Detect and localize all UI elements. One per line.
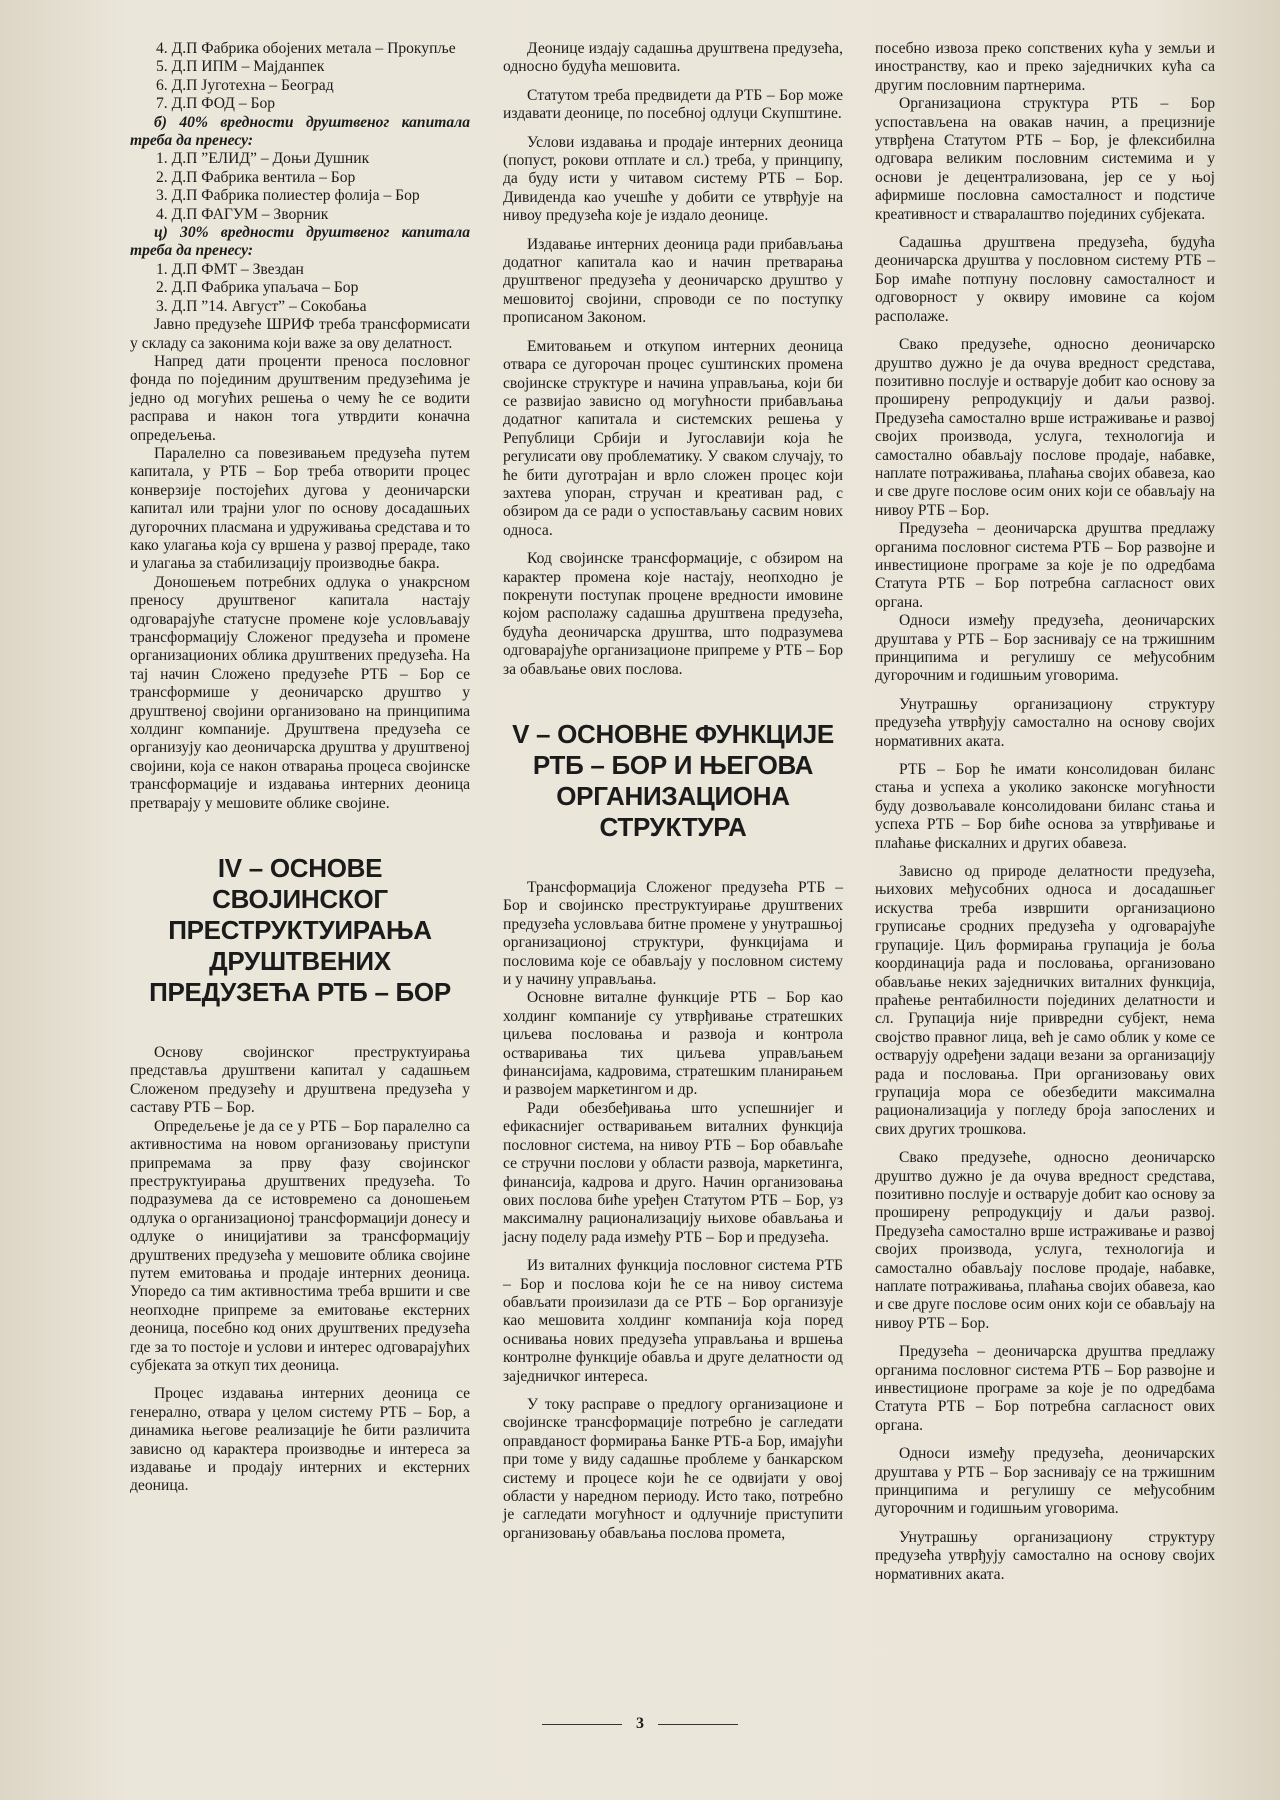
heading-line: ПРЕДУЗЕЋА РТБ – БОР <box>149 977 451 1008</box>
paragraph: Односи између предузећа, деоничарских друштава у РТБ – Бор заснивају се на тржишним принципима и регулишу се међусобним дугорочним и годишњим уговорима. <box>875 612 1215 685</box>
list-item: 4. Д.П ФАГУМ – Зворник <box>156 205 329 223</box>
paragraph: Из виталних функција пословног система РТБ – Бор и послова који ће се на нивоу система обављати произилази да се РТБ – Бор организује као мешовита холдинг компанија која поред оснивања нових предузећа управљања и вршења контролне функције обавља и друге делатности од заједничког интереса. <box>503 1257 843 1385</box>
folio-rule-left <box>542 1724 622 1725</box>
paragraph: Свако предузеће, односно деоничарско друштво дужно је да очува вредност средстава, позитивно послује и остварује добит као основу за проширену репродукцију и даљи развој. Предузећа самостално врше истраживање и развој својих производа, услуга, технологија и самостално обављају послове продаје, набавке, наплате потраживања, плаћања својих обавеза, као и све друге послове осим оних који се обављају на нивоу РТБ – Бор. <box>875 336 1215 519</box>
paragraph: Деонице издају садашња друштвена предузећа, односно будућа мешовита. <box>503 40 843 76</box>
paragraph: Основне виталне функције РТБ – Бор као холдинг компаније су утврђивање стратешких циљева пословања и развоја и контрола остваривања тих циљева управљањем финансијама, кадровима, стратешким планирањем и развојем маркетингом и др. <box>503 989 843 1099</box>
paragraph: посебно извоза преко сопствених кућа у земљи и иностранству, као и преко заједничких кућа са другим пословним партнерима. <box>875 40 1215 94</box>
list-item: 7. Д.П ФОД – Бор <box>156 95 276 113</box>
paragraph: Садашња друштвена предузећа, будућа деоничарска друштва у пословном систему РТБ – Бор имаће потпуну пословну самосталност и одговорност у оквиру имовине са којом располаже. <box>875 234 1215 325</box>
list-item: 3. Д.П Фабрика полиестер фолија – Бор <box>156 187 420 205</box>
list-a <box>130 40 470 114</box>
list-item: 2. Д.П Фабрика упаљача – Бор <box>156 279 359 297</box>
column-3 <box>875 40 1215 1584</box>
section-heading-iv <box>130 853 470 1008</box>
list-item: 3. Д.П ”14. Август” – Сокобања <box>156 297 367 315</box>
heading-line: СТРУКТУРА <box>599 812 747 842</box>
paragraph: Емитовањем и откупом интерних деоница отвара се дугорочан процес суштинских промена својинске структуре и начина управљања, који би се развијао зависно од могућности прибављања додатног капитала и системских решења у Републици Србији и Југославији која ће регулисати ову проблематику. У сваком случају, то ће бити дуготрајан и врло сложен процес који захтева упоран, стручан и креативан рад, с обзиром да се ради о успостављању сасвим нових односа. <box>503 337 843 539</box>
paragraph: Процес издавања интерних деоница се генерално, отвара у целом систему РТБ – Бор, а динамика његове реализације ће бити различита зависно од карактера производње и интереса за издавање и продају интерних и екстерних деоница. <box>130 1385 470 1495</box>
subhead-c: ц) 30% вредности друштвеног капитала треба да пренесу: <box>130 224 470 260</box>
paragraph: У току расправе о предлогу организационе и својинске трансформације потребно је сагледати оправданост формирања Банке РТБ-а Бор, имајући при томе у виду садашње проблеме у банкарском систему и процесе који ће се одвијати у овој области у наредном периоду. Исто тако, потребно је сагледати могућност и одлучније приступити организовању обављања послова промета, <box>503 1395 843 1542</box>
list-c <box>130 261 470 316</box>
list-item: 1. Д.П ФМТ – Звездан <box>156 260 304 278</box>
heading-line: ОРГАНИЗАЦИОНА <box>556 781 790 811</box>
heading-line: ПРЕСТРУКТУИРАЊА <box>168 915 432 946</box>
paragraph: Издавање интерних деоница ради прибављања додатног капитала као и начин претварања друштвеног предузећа у деоничарско друштво у мешовитој својини, спроводи се по поступку прописаном Законом. <box>503 235 843 327</box>
paragraph: Напред дати проценти преноса пословног фонда по појединим друштвеним предузећима је једно од могућих решења о чему ће се водити расправа и након тога утврдити коначна опредељења. <box>130 352 470 444</box>
paragraph: Свако предузеће, односно деоничарско друштво дужно је да очува вредност средстава, позитивно послује и остварује добит као основу за проширену репродукцију и даљи развој. Предузећа самостално врше истраживање и развој својих производа, услуга, технологија и самостално обављају послове продаје, набавке, наплате потраживања, плаћања својих обавеза, као и све друге послове осим оних који се обављају на нивоу РТБ – Бор. <box>875 1149 1215 1332</box>
heading-line: IV – ОСНОВЕ <box>217 853 383 884</box>
list-item: 2. Д.П Фабрика вентила – Бор <box>156 168 356 186</box>
page-number-text: 3 <box>636 1715 644 1732</box>
paragraph: Основу својинског преструктуирања представља друштвени капитал у садашњем Сложеном предузећу и друштвена предузећа у саставу РТБ – Бор. <box>130 1044 470 1117</box>
paragraph: Унутрашњу организациону структуру предузећа утврђују самостално на основу својих нормативних аката. <box>875 695 1215 750</box>
heading-line: V – ОСНОВНЕ ФУНКЦИЈЕ <box>512 719 834 749</box>
paragraph: Услови издавања и продаје интерних деоница (попуст, рокови отплате и сл.) треба, у принципу, да буду исти у читавом систему РТБ – Бор. Дивиденда као учешће у добити се утврђује на нивоу предузећа које је издало деонице. <box>503 133 843 225</box>
paragraph: Предузећа – деоничарска друштва предлажу органима пословног система РТБ – Бор развојне и инвестиционе програме за које је по одредбама Статута РТБ – Бор потребна сагласност ових органа. <box>875 520 1215 611</box>
paragraph: РТБ – Бор ће имати консолидован биланс стања и успеха а уколико законске могућности буду дозвољавале консолидовани биланс стања и успеха РТБ – Бор биће основа за утврђивање и плаћање фискалних и других обавеза. <box>875 761 1215 852</box>
heading-line: РТБ – БОР И ЊЕГОВА <box>532 750 814 780</box>
paragraph: Предузећа – деоничарска друштва предлажу органима пословног система РТБ – Бор развојне и инвестиционе програме за које је по одредбама Статута РТБ – Бор потребна сагласност ових органа. <box>875 1343 1215 1434</box>
column-2 <box>503 40 843 1543</box>
heading-line: СВОЈИНСКОГ <box>212 884 388 915</box>
folio-rule-right <box>658 1724 738 1725</box>
paragraph: Паралелно са повезивањем предузећа путем капитала, у РТБ – Бор треба отворити процес конверзије постојећих дугова у деоничарски капитал или трајни улог по основу досадашњих дугорочних пласмана и удруживања средстава и то како улагања која су вршена у развој прераде, тако и улагања за стабилизацију производње бакра. <box>130 444 470 573</box>
list-item: 4. Д.П Фабрика обојених метала – Прокупље <box>156 40 456 57</box>
paragraph: Опредељење је да се у РТБ – Бор паралелно са активностима на новом организовању приступи припремама за прву фазу својинског преструктуирања друштвених предузећа. То подразумева да се истовремено са доношењем одлука о организационој трансформацији донесу и одлуке о иницијативи за трансформацију друштвених предузећа у мешовите облика својине путем емитовања и продаје интерних деоница. Упоредо са тим активностима треба вршити и све неопходне припреме за емитовање екстерних деоница, посебно код оних друштвених предузећа где за то постоје и услови и интерес одговарајућих субјеката за откуп тих деоница. <box>130 1117 470 1374</box>
paragraph: Доношењем потребних одлука о унакрсном преносу друштвеног капитала настају одговарајуће статусне промене које условљавају трансформацију Сложеног предузећа и промене организационих облика друштвених предузећа. На тај начин Сложено предузеће РТБ – Бор се трансформише у деоничарско друштво у друштвеној својини организовано на принципима холдинг компаније. Друштвена предузећа се организују као деоничарска друштва у друштвеној својини, која се након отварања процеса својинске трансформације и издавања интерних деоница претварају у мешовите облике својине. <box>130 573 470 812</box>
list-item: 6. Д.П Југотехна – Београд <box>156 76 334 94</box>
paragraph: Зависно од природе делатности предузећа, њихових међусобних односа и досадашњег искуства треба извршити организационо груписање сродних предузећа у одговарајуће групације. Циљ формирања групација је боља координација рада и пословања, организовано обављање неких заједничких виталних функција, праћење рентабилности појединих делатности и сл. Групација није привредни субјект, нема својство правног лица, већ је само облик у коме се остварују одређени задаци везани за организацију рада и пословања. При организовању ових групација мора се обезбедити максимална рационализација у погледу броја запослених и свих других трошкова. <box>875 863 1215 1138</box>
paragraph: Унутрашњу организациону структуру предузећа утврђују самостално на основу својих нормативних аката. <box>875 1528 1215 1583</box>
subhead-b: б) 40% вредности друштвеног капитала треба да пренесу: <box>130 113 470 150</box>
page-number <box>0 1715 1280 1733</box>
list-item: 1. Д.П ”ЕЛИД” – Доњи Душник <box>156 150 370 168</box>
list-b <box>130 150 470 224</box>
paragraph: Организациона структура РТБ – Бор успостављена на овакав начин, а прецизније утврђена Статутом РТБ – Бор, је флексибилна одговара великим пословним системима и у основи је децентрализована, јер се у њој афирмише пословна самосталност и подстиче креативност и стваралаштво појединих субјеката. <box>875 95 1215 223</box>
paragraph: Статутом треба предвидети да РТБ – Бор може издавати деонице, по посебној одлуци Скупштине. <box>503 86 843 123</box>
heading-line: ДРУШТВЕНИХ <box>209 946 391 977</box>
paragraph: Односи између предузећа, деоничарских друштава у РТБ – Бор заснивају се на тржишним принципима и регулишу се међусобним дугорочним и годишњим уговорима. <box>875 1445 1215 1518</box>
paragraph: Код својинске трансформације, с обзиром на карактер промена које настају, неопходно је покренути поступак процене вредности имовине којом располажу садашња друштвена предузећа, будућа деоничарска друштва, што подразумева одговарајуће организационе припреме у РТБ – Бор за обављање ових послова. <box>503 550 843 678</box>
section-heading-v <box>503 719 843 843</box>
list-item: 5. Д.П ИПМ – Мајданпек <box>156 58 325 76</box>
paragraph: Јавно предузеће ШРИФ треба трансформисати у складу са законима који важе за ову делатност. <box>130 316 470 352</box>
column-1 <box>130 40 470 1496</box>
paragraph: Трансформација Сложеног предузећа РТБ – Бор и својинско преструктуирање друштвених предузећа условљава битне промене у унутрашњој организационој структури, функцијама и пословима које се обављају у пословном систему и у начину управљања. <box>503 879 843 989</box>
paragraph: Ради обезбеђивања што успешнијег и ефикаснијег остваривањем виталних функција пословног система, на нивоу РТБ – Бор обављаће се стручни послови у области развоја, маркетинга, финансија, кадрова и друго. Начин организовања ових послова биће уређен Статутом РТБ – Бор, уз максималну рационализацију њихове обављања и јасну поделу рада између РТБ – Бор и предузећа. <box>503 1099 843 1246</box>
